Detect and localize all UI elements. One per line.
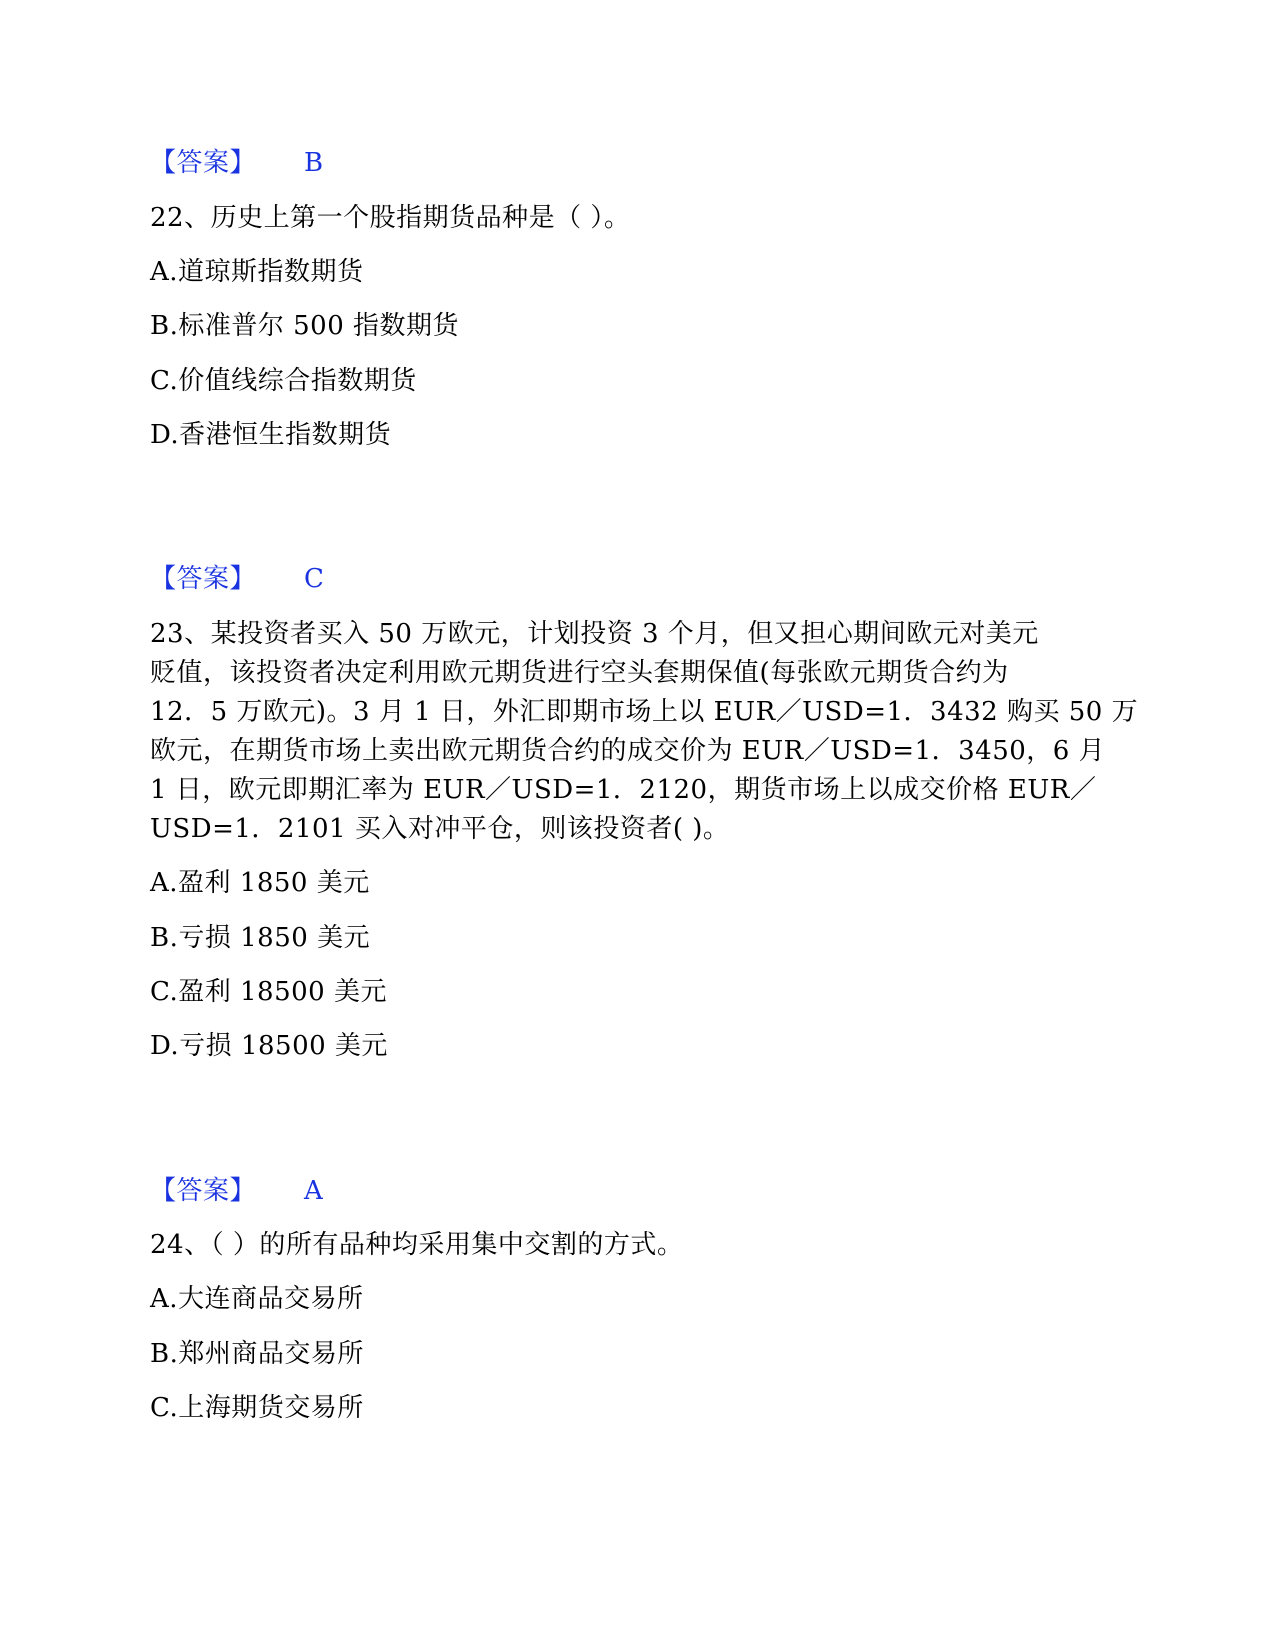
answer-value: A bbox=[304, 1176, 324, 1206]
answer-line bbox=[150, 1176, 323, 1206]
question-stem-line: USD=1．2101 买入对冲平仓，则该投资者( )。 bbox=[150, 814, 730, 844]
option-c: C.上海期货交易所 bbox=[150, 1393, 364, 1423]
option-b: B.郑州商品交易所 bbox=[150, 1339, 364, 1369]
option-b: B.亏损 1850 美元 bbox=[150, 923, 371, 953]
option-a: A.盈利 1850 美元 bbox=[150, 868, 370, 898]
answer-tag: 【答案】 bbox=[150, 564, 257, 594]
question-stem: 24、（ ）的所有品种均采用集中交割的方式。 bbox=[150, 1230, 684, 1260]
option-d: D.亏损 18500 美元 bbox=[150, 1031, 388, 1061]
option-c: C.盈利 18500 美元 bbox=[150, 977, 387, 1007]
question-stem-line: 12．5 万欧元)。3 月 1 日，外汇即期市场上以 EUR／USD=1．3432 购买 50 万 bbox=[150, 697, 1139, 727]
answer-tag: 【答案】 bbox=[150, 1176, 257, 1206]
question-stem: 22、历史上第一个股指期货品种是（ ）。 bbox=[150, 203, 631, 233]
answer-value: B bbox=[304, 148, 324, 178]
answer-tag: 【答案】 bbox=[150, 148, 257, 178]
option-a: A.道琼斯指数期货 bbox=[150, 257, 364, 287]
option-c: C.价值线综合指数期货 bbox=[150, 366, 417, 396]
question-stem-line: 1 日，欧元即期汇率为 EUR／USD=1．2120，期货市场上以成交价格 EUR／ bbox=[150, 775, 1097, 805]
question-stem-line: 贬值，该投资者决定利用欧元期货进行空头套期保值(每张欧元期货合约为 bbox=[150, 658, 1009, 688]
question-stem-line: 23、某投资者买入 50 万欧元，计划投资 3 个月，但又担心期间欧元对美元 bbox=[150, 619, 1039, 649]
option-a: A.大连商品交易所 bbox=[150, 1284, 364, 1314]
question-stem-line: 欧元，在期货市场上卖出欧元期货合约的成交价为 EUR／USD=1．3450，6 月 bbox=[150, 736, 1106, 766]
answer-value: C bbox=[304, 564, 325, 594]
option-b: B.标准普尔 500 指数期货 bbox=[150, 311, 460, 341]
answer-line bbox=[150, 148, 324, 178]
option-d: D.香港恒生指数期货 bbox=[150, 420, 392, 450]
answer-line bbox=[150, 564, 324, 594]
